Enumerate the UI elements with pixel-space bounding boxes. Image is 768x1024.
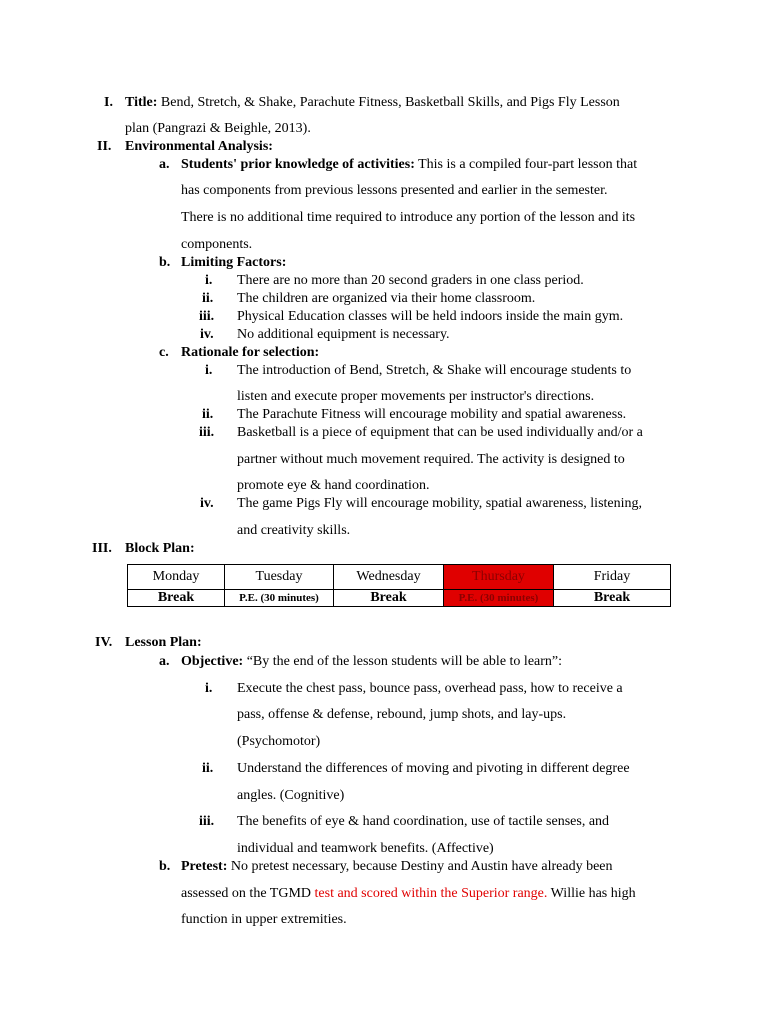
day-monday: Monday — [128, 565, 225, 590]
objective-line — [181, 653, 562, 671]
pretest-text: No pretest necessary, because Destiny and Austin have already been — [230, 859, 613, 874]
roman-numeral: ii. — [202, 407, 214, 422]
list-item: pass, offense & defense, rebound, jump shots, and lay-ups. — [237, 707, 567, 722]
roman-numeral: iii. — [199, 425, 215, 440]
item-letter: a. — [159, 654, 170, 669]
table-cell: Break — [128, 590, 225, 607]
list-item: The children are organized via their home classroom. — [237, 291, 536, 306]
roman-numeral: iv. — [200, 496, 214, 511]
title-line — [125, 94, 620, 112]
pretest-highlight-text: test and scored within the Superior range. — [314, 886, 548, 901]
roman-numeral: i. — [205, 273, 213, 288]
roman-numeral: iii. — [199, 814, 215, 829]
list-item: and creativity skills. — [237, 523, 351, 538]
roman-numeral: i. — [205, 681, 213, 696]
section-numeral: II. — [97, 139, 112, 154]
list-item: The introduction of Bend, Stretch, & Shake will encourage students to — [237, 363, 632, 378]
roman-numeral: i. — [205, 363, 213, 378]
paragraph-line: has components from previous lessons presented and earlier in the semester. — [181, 183, 608, 198]
table-cell: P.E. (30 minutes) — [225, 590, 334, 607]
section-numeral: I. — [104, 95, 113, 110]
item-letter: b. — [159, 859, 171, 874]
block-plan-table — [127, 564, 671, 607]
item-letter: a. — [159, 157, 170, 172]
list-item: There are no more than 20 second graders in one class period. — [237, 273, 584, 288]
list-item: Understand the differences of moving and pivoting in different degree — [237, 761, 630, 776]
title-text-cont: plan (Pangrazi & Beighle, 2013). — [125, 121, 311, 136]
list-item: (Psychomotor) — [237, 734, 321, 749]
objective-label: Objective: — [181, 654, 244, 669]
table-cell: Break — [554, 590, 671, 607]
list-item: Basketball is a piece of equipment that can be used individually and/or a — [237, 425, 643, 440]
roman-numeral: ii. — [202, 291, 214, 306]
prior-knowledge-line — [181, 156, 637, 174]
list-item: angles. (Cognitive) — [237, 788, 345, 803]
table-cell: P.E. (30 minutes) — [444, 590, 554, 607]
table-cell: Break — [334, 590, 444, 607]
day-thursday: Thursday — [444, 565, 554, 590]
item-letter: b. — [159, 255, 171, 270]
pretest-text: Willie has high — [550, 886, 636, 901]
list-item: Physical Education classes will be held indoors inside the main gym. — [237, 309, 624, 324]
paragraph-line: components. — [181, 237, 253, 252]
section-numeral: III. — [92, 541, 112, 556]
title-text: Bend, Stretch, & Shake, Parachute Fitness, Basketball Skills, and Pigs Fly Lesson — [160, 95, 620, 110]
section-numeral: IV. — [95, 635, 113, 650]
paragraph-line: This is a compiled four-part lesson that — [418, 157, 638, 172]
list-item: Execute the chest pass, bounce pass, overhead pass, how to receive a — [237, 681, 623, 696]
item-letter: c. — [159, 345, 169, 360]
pretest-text: assessed on the TGMD — [181, 886, 312, 901]
list-item: partner without much movement required. The activity is designed to — [237, 452, 625, 467]
pretest-label: Pretest: — [181, 859, 228, 874]
table-row — [128, 590, 671, 607]
roman-numeral: iv. — [200, 327, 214, 342]
day-friday: Friday — [554, 565, 671, 590]
list-item: listen and execute proper movements per instructor's directions. — [237, 389, 595, 404]
section-heading: Block Plan: — [125, 541, 195, 556]
section-heading: Lesson Plan: — [125, 635, 202, 650]
pretest-line-3: function in upper extremities. — [181, 912, 347, 927]
prior-knowledge-label: Students' prior knowledge of activities: — [181, 157, 415, 172]
table-header-row — [128, 565, 671, 590]
list-item: The game Pigs Fly will encourage mobility, spatial awareness, listening, — [237, 496, 643, 511]
list-item: The benefits of eye & hand coordination, use of tactile senses, and — [237, 814, 610, 829]
objective-text: “By the end of the lesson students will be able to learn”: — [246, 654, 563, 669]
pretest-line — [181, 858, 613, 876]
section-heading: Environmental Analysis: — [125, 139, 273, 154]
day-tuesday: Tuesday — [225, 565, 334, 590]
title-label: Title: — [125, 95, 158, 110]
limiting-factors-label: Limiting Factors: — [181, 255, 287, 270]
day-wednesday: Wednesday — [334, 565, 444, 590]
roman-numeral: ii. — [202, 761, 214, 776]
list-item: promote eye & hand coordination. — [237, 478, 430, 493]
list-item: individual and teamwork benefits. (Affective) — [237, 841, 494, 856]
pretest-line-2 — [181, 885, 636, 903]
paragraph-line: There is no additional time required to introduce any portion of the lesson and its — [181, 210, 636, 225]
rationale-label: Rationale for selection: — [181, 345, 320, 360]
roman-numeral: iii. — [199, 309, 215, 324]
list-item: No additional equipment is necessary. — [237, 327, 450, 342]
list-item: The Parachute Fitness will encourage mobility and spatial awareness. — [237, 407, 627, 422]
